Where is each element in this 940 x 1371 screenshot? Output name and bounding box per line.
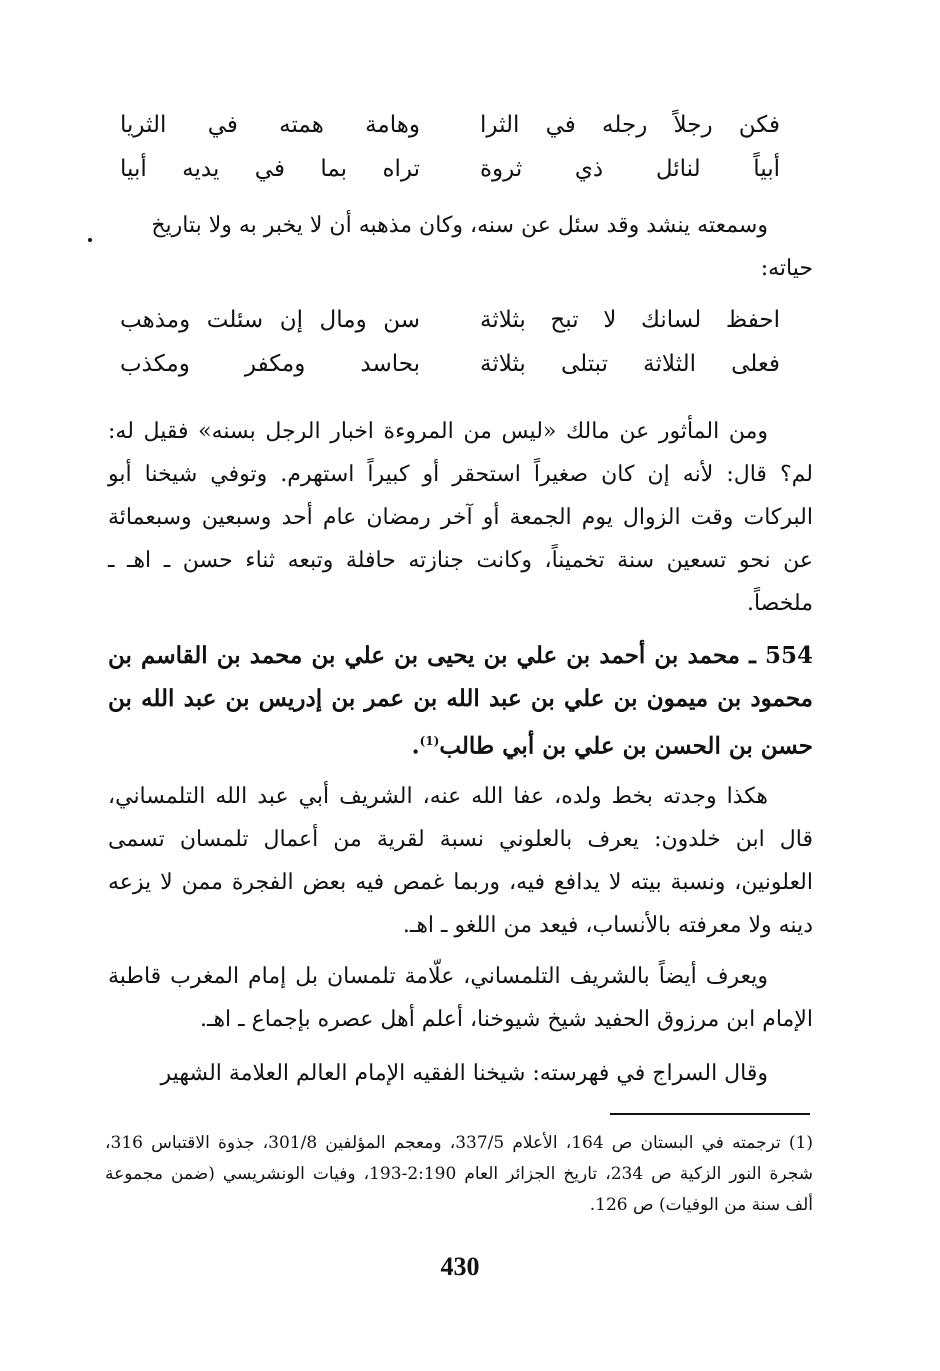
paragraph-text: وقال السراج في فهرسته: شيخنا الفقيه الإمام العالم العلامة الشهير bbox=[160, 1061, 768, 1086]
footnote-reference: (1) bbox=[419, 734, 440, 748]
poem-hemistich-right: فعلى الثلاثة تبتلى بثلاثة bbox=[480, 351, 780, 377]
footnote-divider bbox=[610, 1113, 810, 1115]
poem-block-2 bbox=[120, 298, 780, 386]
entry-heading-text bbox=[108, 634, 813, 768]
poem-hemistich-right: فكن رجلاً رجله في الثرا bbox=[480, 112, 780, 138]
footnote-text: (1) ترجمته في البستان ص 164، الأعلام 337/5، ومعجم المؤلفين 301/8، جذوة الاقتباس 316، شجرة النور الزكية ص 234، تاريخ الجزائر العام 2:190-193، وفيات الونشريسي (ضمن مجموعة ألف سنة من الوفيات) ص 126. bbox=[105, 1133, 813, 1215]
poem-line bbox=[120, 147, 780, 191]
paragraph-line: حياته: bbox=[760, 256, 813, 281]
poem-hemistich-left: تراه بما في يديه أبيا bbox=[120, 156, 420, 182]
paragraph-3 bbox=[108, 775, 813, 947]
paragraph-5 bbox=[108, 1052, 813, 1095]
poem-block-1 bbox=[120, 103, 780, 191]
poem-hemistich-left: سن ومال إن سئلت ومذهب bbox=[120, 307, 420, 333]
paragraph-text: ويعرف أيضاً بالشريف التلمساني، علّامة تلمسان بل إمام المغرب قاطبة الإمام ابن مرزوق الحفيد شيخ شيوخنا، أعلم أهل عصره بإجماع ـ اهـ. bbox=[108, 964, 813, 1032]
entry-separator: ـ bbox=[739, 642, 765, 669]
poem-hemistich-left: بحاسد ومكفر ومكذب bbox=[120, 351, 420, 377]
poem-line bbox=[120, 103, 780, 147]
poem-hemistich-left: وهامة همته في الثريا bbox=[120, 112, 420, 138]
footnotes bbox=[105, 1128, 813, 1221]
poem-hemistich-right: أبياً لنائل ذي ثروة bbox=[480, 156, 780, 182]
entry-number: 554 bbox=[764, 642, 813, 669]
entry-name: محمد بن أحمد بن علي بن يحيى بن علي بن محمد بن القاسم بن محمود بن ميمون بن علي بن عبد الله بن عمر بن إدريس بن عبد الله بن حسن بن الحسن بن علي بن أبي طالب bbox=[108, 642, 813, 760]
stray-dot-mark bbox=[88, 238, 92, 242]
entry-end: . bbox=[411, 732, 420, 760]
paragraph-1 bbox=[108, 204, 813, 290]
paragraph-4 bbox=[108, 955, 813, 1041]
poem-line bbox=[120, 298, 780, 342]
paragraph-2 bbox=[108, 410, 813, 625]
biography-entry-heading bbox=[108, 634, 813, 768]
poem-hemistich-right: احفظ لسانك لا تبح بثلاثة bbox=[480, 307, 780, 333]
poem-line bbox=[120, 342, 780, 386]
paragraph-line: وسمعته ينشد وقد سئل عن سنه، وكان مذهبه أن لا يخبر به ولا بتاريخ bbox=[151, 213, 768, 238]
page-number: 430 bbox=[440, 1252, 480, 1281]
paragraph-text: ومن المأثور عن مالك «ليس من المروءة اخبار الرجل بسنه» فقيل له: لم؟ قال: لأنه إن كان صغيراً استحقر أو كبيراً استهرم. وتوفي شيخنا أبو البركات وقت الزوال يوم الجمعة أو آخر رمضان عام أحد وسبعين وسبعمائة عن نحو تسعين سنة تخميناً، وكانت جنازته حافلة وتبعه ثناء حسن ـ اهـ ـ ملخصاً. bbox=[108, 419, 813, 616]
paragraph-text: هكذا وجدته بخط ولده، عفا الله عنه، الشريف أبي عبد الله التلمساني، قال ابن خلدون: يعرف بالعلوني نسبة لقرية من أعمال تلمسان تسمى العلونين، ونسبة بيته لا يدافع فيه، وربما غمص فيه بعض الفجرة ممن لا يزعه دينه ولا معرفته بالأنساب، فيعد من اللغو ـ اهـ. bbox=[108, 784, 813, 938]
